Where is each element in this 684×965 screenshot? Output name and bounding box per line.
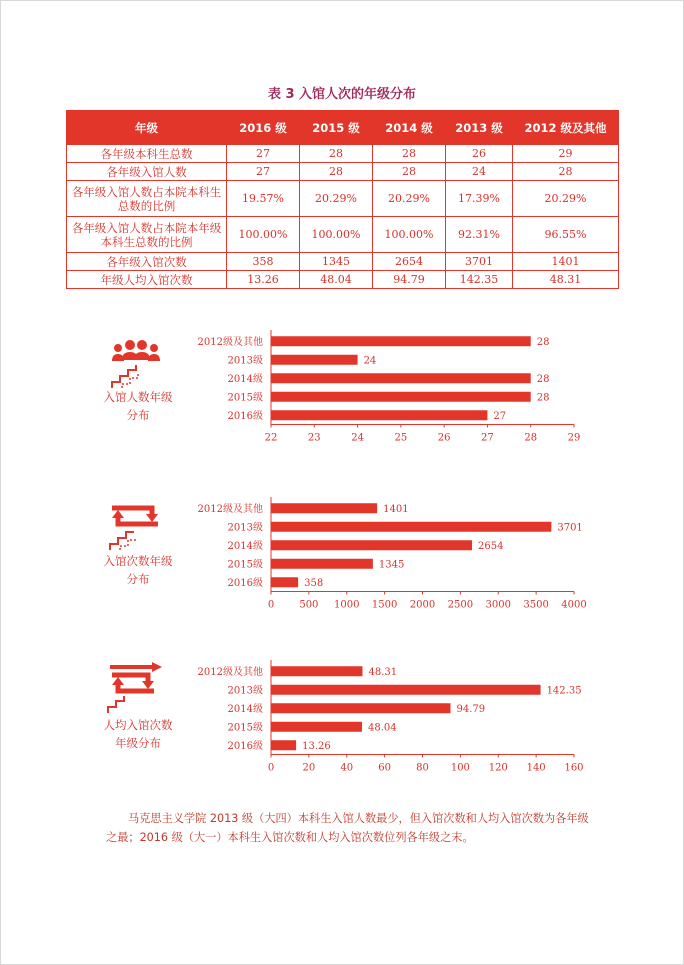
category-label: 2014级 <box>227 703 263 715</box>
x-tick-label: 60 <box>378 762 391 774</box>
data-label: 48.31 <box>368 666 398 678</box>
bar <box>271 703 451 713</box>
bar <box>271 392 531 402</box>
x-tick-label: 0 <box>267 599 275 611</box>
category-label: 2016级 <box>227 577 263 589</box>
table-cell: 100.00% <box>227 217 300 253</box>
table-cell: 29 <box>513 145 619 163</box>
category-label: 2016级 <box>227 410 263 422</box>
x-tick-label: 3000 <box>485 599 511 611</box>
bar <box>271 336 531 346</box>
table-cell: 28 <box>513 163 619 181</box>
bar <box>271 410 487 420</box>
avg-visits-label: 人均入馆次数年级分布 <box>103 718 173 750</box>
category-label: 2015级 <box>227 559 263 571</box>
table-cell: 48.31 <box>513 271 619 289</box>
data-label: 3701 <box>557 522 583 534</box>
row-label: 各年级入馆次数 <box>67 253 227 271</box>
category-label: 2014级 <box>227 373 263 385</box>
table-title: 表 3 入馆人次的年级分布 <box>267 87 417 102</box>
x-tick-label: 3500 <box>523 599 549 611</box>
bar <box>271 522 551 532</box>
x-tick-label: 100 <box>450 762 470 774</box>
header-cell: 2015 级 <box>300 111 373 145</box>
table-row <box>67 163 619 181</box>
x-tick-label: 140 <box>526 762 546 774</box>
x-tick-label: 25 <box>394 432 408 444</box>
table-cell: 94.79 <box>373 271 446 289</box>
table-cell: 1345 <box>300 253 373 271</box>
table-cell: 28 <box>373 145 446 163</box>
data-label: 358 <box>304 577 324 589</box>
x-tick-label: 20 <box>302 762 316 774</box>
table-cell: 2654 <box>373 253 446 271</box>
category-label: 2012级及其他 <box>197 666 263 678</box>
visitors-label: 入馆人数年级分布 <box>103 390 173 422</box>
data-label: 1401 <box>383 503 409 515</box>
table-row <box>67 253 619 271</box>
table-row <box>67 181 619 217</box>
data-label: 1345 <box>378 559 405 571</box>
bar <box>271 503 377 513</box>
bar <box>271 685 541 695</box>
bar <box>271 740 296 750</box>
x-tick-label: 2000 <box>409 599 436 611</box>
data-label: 28 <box>536 392 550 404</box>
table-cell: 92.31% <box>446 217 513 253</box>
visitors-bar-chart <box>0 325 684 450</box>
x-tick-label: 27 <box>481 432 494 444</box>
header-cell: 2012 级及其他 <box>513 111 619 145</box>
summary-paragraph: 马克思主义学院 2013 级（大四）本科生入馆人数最少，但入馆次数和人均入馆次数为各年级之最；2016 级（大一）本科生入馆次数和人均入馆次数位列各年级之末。 <box>106 812 589 844</box>
row-label: 年级人均入馆次数 <box>67 271 227 289</box>
table-cell: 28 <box>300 163 373 181</box>
bar <box>271 355 358 365</box>
table-cell: 20.29% <box>300 181 373 217</box>
table-cell: 48.04 <box>300 271 373 289</box>
table-cell: 358 <box>227 253 300 271</box>
table-cell: 17.39% <box>446 181 513 217</box>
header-cell: 2014 级 <box>373 111 446 145</box>
category-label: 2013级 <box>227 522 263 534</box>
category-label: 2012级及其他 <box>197 503 263 515</box>
table-cell: 24 <box>446 163 513 181</box>
table-cell: 28 <box>373 163 446 181</box>
data-label: 28 <box>536 336 550 348</box>
category-label: 2014级 <box>227 540 263 552</box>
avg-visits-bar-chart <box>0 655 684 780</box>
data-label: 13.26 <box>302 740 331 752</box>
table-cell: 96.55% <box>513 217 619 253</box>
table-cell: 27 <box>227 145 300 163</box>
table-cell: 26 <box>446 145 513 163</box>
visits-bar-chart <box>0 492 684 617</box>
category-label: 2013级 <box>227 355 263 367</box>
x-tick-label: 2500 <box>447 599 474 611</box>
table-cell: 3701 <box>446 253 513 271</box>
table-cell: 142.35 <box>446 271 513 289</box>
header-cell: 2013 级 <box>446 111 513 145</box>
data-label: 24 <box>363 355 377 367</box>
row-label: 各年级入馆人数占本院本科生总数的比例 <box>67 181 227 217</box>
row-label: 各年级入馆人数 <box>67 163 227 181</box>
x-tick-label: 120 <box>488 762 508 774</box>
table-row <box>67 145 619 163</box>
x-tick-label: 22 <box>264 432 278 444</box>
x-tick-label: 1500 <box>371 599 398 611</box>
table-cell: 13.26 <box>227 271 300 289</box>
visits-label: 入馆次数年级分布 <box>103 554 173 586</box>
x-tick-label: 26 <box>437 432 451 444</box>
x-tick-label: 24 <box>351 432 364 444</box>
category-label: 2012级及其他 <box>197 336 263 348</box>
data-label: 27 <box>493 410 507 422</box>
bar <box>271 540 472 550</box>
data-label: 142.35 <box>546 685 582 697</box>
table-cell: 27 <box>227 163 300 181</box>
bar <box>271 577 298 587</box>
x-tick-label: 29 <box>567 432 581 444</box>
table-header-row <box>67 111 619 145</box>
table-cell: 100.00% <box>300 217 373 253</box>
x-tick-label: 40 <box>340 762 354 774</box>
table-cell: 100.00% <box>373 217 446 253</box>
table-cell: 28 <box>300 145 373 163</box>
table-row <box>67 217 619 253</box>
x-tick-label: 500 <box>299 599 319 611</box>
table-row <box>67 271 619 289</box>
bar <box>271 373 531 383</box>
x-tick-label: 23 <box>307 432 321 444</box>
x-tick-label: 0 <box>267 762 275 774</box>
x-tick-label: 4000 <box>561 599 587 611</box>
data-label: 28 <box>536 373 550 385</box>
x-tick-label: 1000 <box>334 599 360 611</box>
data-label: 48.04 <box>367 722 397 734</box>
data-label: 94.79 <box>456 703 486 715</box>
row-label: 各年级入馆人数占本院本年级本科生总数的比例 <box>67 217 227 253</box>
header-cell: 年级 <box>67 111 227 145</box>
x-tick-label: 80 <box>416 762 429 774</box>
x-tick-label: 28 <box>524 432 538 444</box>
table-cell: 20.29% <box>513 181 619 217</box>
table-cell: 20.29% <box>373 181 446 217</box>
data-label: 2654 <box>478 540 504 552</box>
grade-distribution-table <box>66 110 619 289</box>
bar <box>271 559 373 569</box>
category-label: 2015级 <box>227 722 263 734</box>
bar <box>271 666 362 676</box>
table-cell: 19.57% <box>227 181 300 217</box>
category-label: 2013级 <box>227 685 263 697</box>
x-tick-label: 160 <box>564 762 584 774</box>
header-cell: 2016 级 <box>227 111 300 145</box>
category-label: 2016级 <box>227 740 263 752</box>
category-label: 2015级 <box>227 392 263 404</box>
row-label: 各年级本科生总数 <box>67 145 227 163</box>
table-cell: 1401 <box>513 253 619 271</box>
bar <box>271 722 362 732</box>
